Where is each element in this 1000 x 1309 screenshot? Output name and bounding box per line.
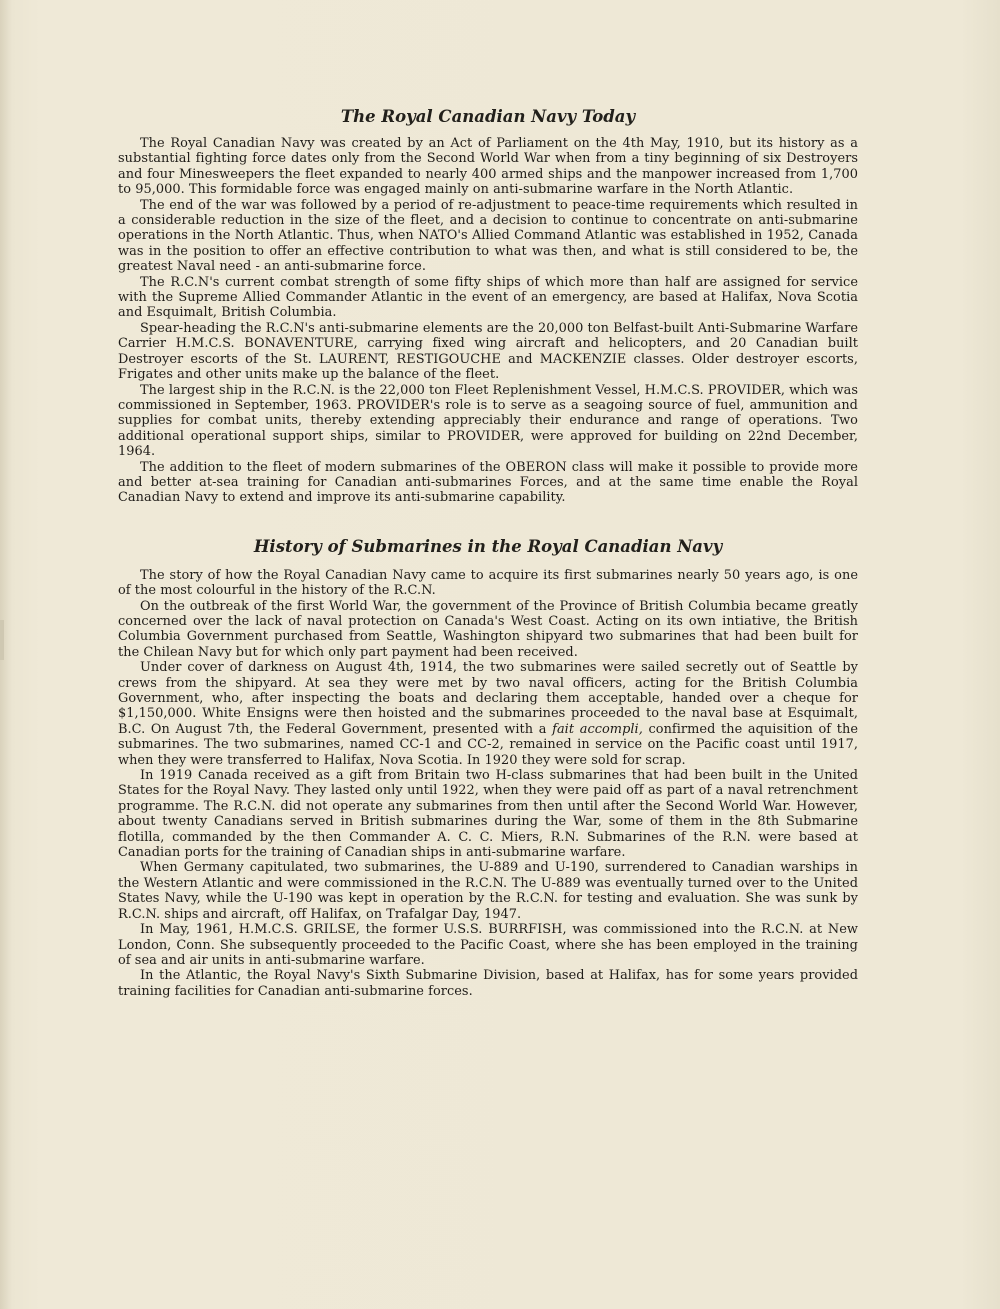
fait-accompli-italic: fait accompli, [552,721,643,737]
paragraph-postwar-readjustment: The end of the war was followed by a period of re-adjustment to peace-time requirements which resulted in a considerable reduction in the size of the fleet, and a decision to continue to concentrate on anti-submarine operations in the North Atlantic. Thus, when NATO's Allied Command Atlantic was established in 1952, Canada was in the position to offer an effective contribution to what was then, and what is still considered to be, the greatest Naval need - an anti-submarine force. [118,197,858,275]
darkness-text-after: confirmed the aquisition of the submarines. The two submarines, named CC-1 and CC-2, remained in service on the Pacific coast until 1917, when they were transferred to Halifax, Nova Scotia. In 1920 they were sold for scrap. [118,721,858,768]
paragraph-provider: The largest ship in the R.C.N. is the 22,000 ton Fleet Replenishment Vessel, H.M.C.S. PROVIDER, which was commissioned in September, 1963. PROVIDER's role is to serve as a seagoing source of fuel, ammunition and supplies for combat units, thereby extending appreciably their endurance and range of operations. Two additional operational support ships, similar to PROVIDER, were approved for building on 22nd December, 1964. [118,382,858,460]
paragraph-rcn-creation: The Royal Canadian Navy was created by an Act of Parliament on the 4th May, 1910, but its history as a substantial fighting force dates only from the Second World War when from a tiny beginning of six Destroyers and four Minesweepers the fleet expanded to nearly 400 armed ships and the manpower increased from 1,700 to 95,000. This formidable force was engaged mainly on anti-submarine warfare in the North Atlantic. [118,136,858,198]
paragraph-cover-of-darkness [118,660,858,768]
paragraph-sixth-division: In the Atlantic, the Royal Navy's Sixth Submarine Division, based at Halifax, has for some years provided training facilities for Canadian anti-submarine forces. [118,968,858,999]
paragraph-first-world-war: On the outbreak of the first World War, the government of the Province of British Columbia became greatly concerned over the lack of naval protection on Canada's West Coast. Acting on its own intiative, the British Columbia Government purchased from Seattle, Washington shipyard two submarines that had been built for the Chilean Navy but for which only part payment had been received. [118,598,858,660]
paragraph-anti-submarine-elements: Spear-heading the R.C.N's anti-submarine elements are the 20,000 ton Belfast-built Anti-Submarine Warfare Carrier H.M.C.S. BONAVENTURE, carrying fixed wing aircraft and helicopters, and 20 Canadian built Destroyer escorts of the St. LAURENT, RESTIGOUCHE and MACKENZIE classes. Older destroyer escorts, Frigates and other units make up the balance of the fleet. [118,320,858,383]
paragraph-oberon-class: The addition to the fleet of modern submarines of the OBERON class will make it possible to provide more and better at-sea training for Canadian anti-submarines Forces, and at the same time enable the Royal Canadian Navy to extend and improve its anti-submarine capability. [118,459,858,506]
section-title-submarine-history: History of Submarines in the Royal Canadian Navy [253,536,723,556]
paragraph-germany-capitulated: When Germany capitulated, two submarines, the U-889 and U-190, surrendered to Canadian warships in the Western Atlantic and were commissioned in the R.C.N. The U-889 was eventually turned over to the United States Navy, while the U-190 was kept in operation by the R.C.N. for testing and evaluation. She was sunk by R.C.N. ships and aircraft, off Halifax, on Trafalgar Day, 1947. [118,860,858,922]
paragraph-combat-strength: The R.C.N's current combat strength of some fifty ships of which more than half are assigned for service with the Supreme Allied Commander Atlantic in the event of an emergency, are based at Halifax, Nova Scotia and Esquimalt, British Columbia. [118,274,858,321]
paragraph-first-submarines: The story of how the Royal Canadian Navy came to acquire its first submarines nearly 50 years ago, is one of the most colourful in the history of the R.C.N. [118,567,858,599]
paragraph-h-class: In 1919 Canada received as a gift from Britain two H-class submarines that had been built in the United States for the Royal Navy. They lasted only until 1922, when they were paid off as part of a naval retrenchment programme. The R.C.N. did not operate any submarines from then until after the Second World War. However, about twenty Canadians served in British submarines during the War, some of them in the 8th Submarine flotilla, commanded by the then Commander A. C. C. Miers, R.N. Submarines of the R.N. were based at Canadian ports for the training of Canadian ships in anti-submarine warfare. [118,768,858,861]
section-title-rcn-today: The Royal Canadian Navy Today [340,107,636,126]
paragraph-grilse: In May, 1961, H.M.C.S. GRILSE, the former U.S.S. BURRFISH, was commissioned into the R.C.N. at New London, Conn. She subsequently proceeded to the Pacific Coast, where she has been employed in the training of sea and air units in anti-submarine warfare. [118,922,858,968]
page-fold-shadow [0,620,4,660]
darkness-text-before: Under cover of darkness on August 4th, 1914, the two submarines were sailed secretly out of Seattle by crews from the shipyard. At sea they were met by two naval officers, acting for the British Columbia Government, who, after inspecting the boats and declaring them acceptable, handed over a cheque for $1,150,000. White Ensigns were then hoisted and the submarines proceeded to the naval base at Esquimalt, B.C. On August 7th, the Federal Government, presented with a [118,660,858,737]
page-content [118,104,858,999]
